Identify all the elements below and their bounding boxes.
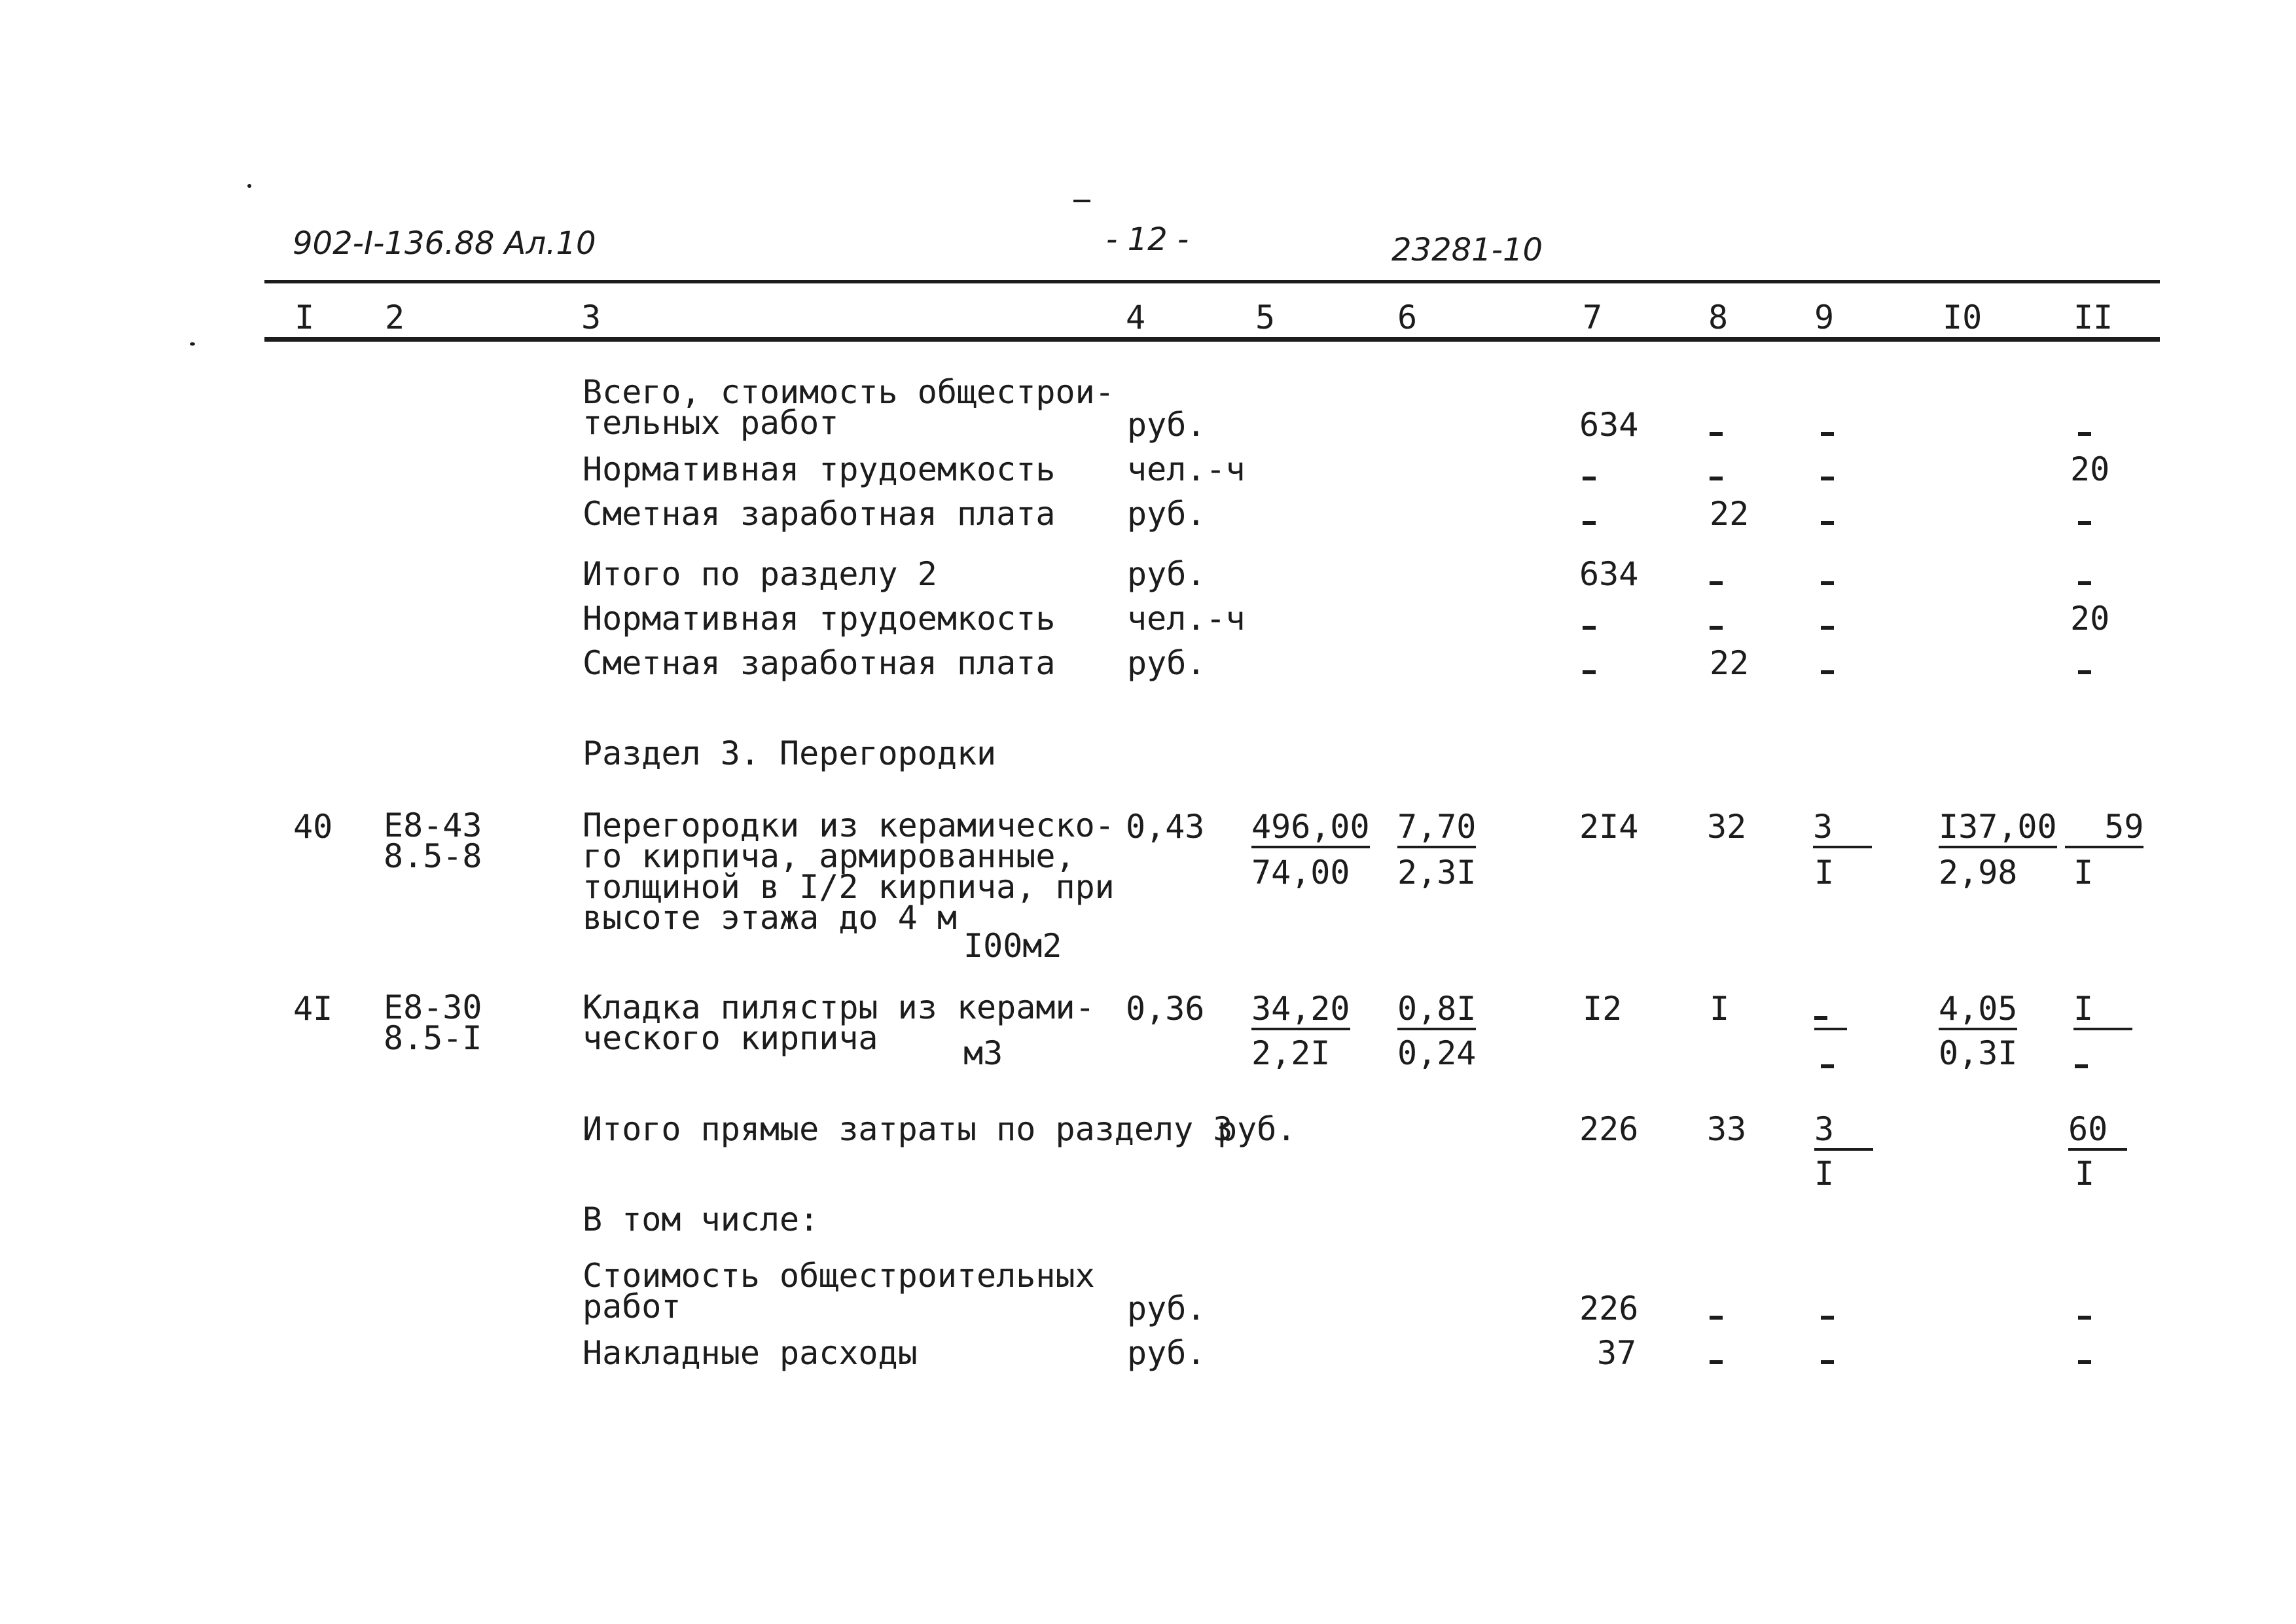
rate-code: Е8-43 8.5-8 [384,806,482,875]
col9-bottom-dash [1821,1041,1834,1074]
dash [2078,497,2091,530]
dash [1821,647,1834,679]
total-cost-label: Всего, стоимость общестрои- тельных работ [583,373,1115,442]
unit-of-measure: I00м2 [963,927,1062,965]
direct-costs-col8: 33 [1707,1110,1747,1148]
row-number: 40 [293,808,333,846]
dash [1821,408,1834,441]
column-number: II [2073,298,2113,336]
column-number: 2 [385,298,405,336]
col9-top [1814,1110,1873,1151]
overhead-label: Накладные расходы [583,1334,918,1372]
scan-speck [190,342,195,346]
total-wage: I [1710,990,1730,1028]
labor-label: Нормативная трудоемкость [583,600,1056,638]
archive-number: 23281-10 [1391,232,1543,268]
overhead-unit: руб. [1127,1334,1206,1372]
scan-speck [247,184,251,188]
dash [1710,453,1723,486]
unit-cost-top: 34,20 [1251,992,1350,1030]
general-cost-label: Стоимость общестроительных работ [583,1257,1095,1326]
col9-top-value: 3 [1814,1110,1835,1148]
unit-cost-bottom: 74,00 [1251,854,1350,892]
dash [1710,1337,1723,1369]
dash [1583,647,1596,679]
wage-unit: руб. [1127,644,1206,682]
wage-label: Сметная заработная плата [583,495,1056,533]
column-number: 4 [1126,298,1146,336]
column-number: 3 [581,298,601,336]
wage-col8: 22 [1710,495,1749,533]
col9-bottom: I [1814,854,1835,892]
general-cost-col7: 226 [1579,1290,1639,1327]
direct-costs-col7: 226 [1579,1110,1639,1148]
dash [1583,453,1596,486]
unit-wage-top: 0,8I [1397,992,1476,1030]
total-cost: I2 [1583,990,1623,1028]
col11-bottom: I [2075,1155,2095,1193]
subtotal-col7: 634 [1579,555,1639,593]
section-title: Раздел 3. Перегородки [583,734,997,772]
dash [1821,558,1834,590]
column-number: 5 [1255,298,1276,336]
quantity: 0,36 [1126,990,1205,1028]
unit-wage-top: 7,70 [1397,810,1476,848]
direct-costs-unit: руб. [1217,1110,1297,1148]
general-cost-unit: руб. [1127,1290,1206,1327]
column-number: 7 [1583,298,1603,336]
col9-top-value: 3 [1813,808,1833,846]
dash [1821,453,1834,486]
col11-top [2068,1110,2127,1151]
document-code: 902-I-136.88 Ал.10 [293,225,596,262]
col10-top: 4,05 [1939,992,2017,1030]
wage-col8: 22 [1710,644,1749,682]
unit-wage-bottom: 2,3I [1397,854,1477,892]
col10-top: I37,00 [1939,810,2057,848]
dash [1583,602,1596,635]
labor-col11: 20 [2070,450,2110,488]
header-top-rule [264,280,2160,283]
labor-label: Нормативная трудоемкость [583,450,1056,488]
dash [1710,602,1723,635]
col11-top-value: 59 [2104,808,2144,846]
dash [1821,1337,1834,1369]
labor-unit: чел.-ч [1127,450,1246,488]
col10-bottom: 2,98 [1939,854,2018,892]
dash [2078,1337,2091,1369]
dash [2078,558,2091,590]
header-bottom-rule [264,337,2160,342]
labor-unit: чел.-ч [1127,600,1246,638]
column-number: 9 [1814,298,1835,336]
col11-top [2073,992,2132,1030]
column-number: 8 [1708,298,1729,336]
unit-cost-bottom: 2,2I [1251,1034,1331,1072]
dash [2078,647,2091,679]
col9-top [1813,810,1872,848]
dash [1583,497,1596,530]
dash [1821,1292,1834,1325]
dash [1710,408,1723,441]
dash [1710,1292,1723,1325]
column-number: I [295,298,315,336]
column-number: I0 [1943,298,1982,336]
dash [2078,1292,2091,1325]
work-description: Перегородки из керамическо- го кирпича, армированные, толщиной в I/2 кирпича, при высоте этажа до 4 м [583,806,1115,937]
col11-top-value: I [2073,990,2094,1028]
unit-wage-bottom: 0,24 [1397,1034,1477,1072]
col11-top-value: 60 [2068,1110,2108,1148]
unit-of-measure: м3 [963,1034,1003,1072]
subtotal-unit: руб. [1127,555,1206,593]
labor-col11: 20 [2070,600,2110,638]
column-number: 6 [1397,298,1418,336]
dash [1821,602,1834,635]
subtotal-label: Итого по разделу 2 [583,555,937,593]
dash [1821,497,1834,530]
col9-top-dash [1814,992,1847,1030]
total-wage: 32 [1707,808,1747,846]
row-number: 4I [293,990,333,1028]
wage-unit: руб. [1127,495,1206,533]
col11-top [2065,810,2144,848]
total-cost: 2I4 [1579,808,1639,846]
dash [2078,408,2091,441]
scan-speck [1073,200,1090,202]
total-cost-col7: 634 [1579,406,1639,444]
dash [1710,558,1723,590]
overhead-col7: 37 [1597,1334,1637,1372]
work-description: Кладка пилястры из керами- ческого кирпича [583,988,1095,1057]
col11-bottom-dash [2075,1041,2088,1074]
including-label: В том числе: [583,1200,819,1238]
wage-label: Сметная заработная плата [583,644,1056,682]
quantity: 0,43 [1126,808,1205,846]
direct-costs-label: Итого прямые затраты по разделу 3 [583,1110,1233,1148]
rate-code: Е8-30 8.5-I [384,988,482,1057]
total-cost-unit: руб. [1127,406,1206,444]
col10-bottom: 0,3I [1939,1034,2018,1072]
col9-bottom: I [1814,1155,1835,1193]
page-number: - 12 - [1106,221,1189,258]
col11-bottom: I [2073,854,2094,892]
unit-cost-top: 496,00 [1251,810,1370,848]
